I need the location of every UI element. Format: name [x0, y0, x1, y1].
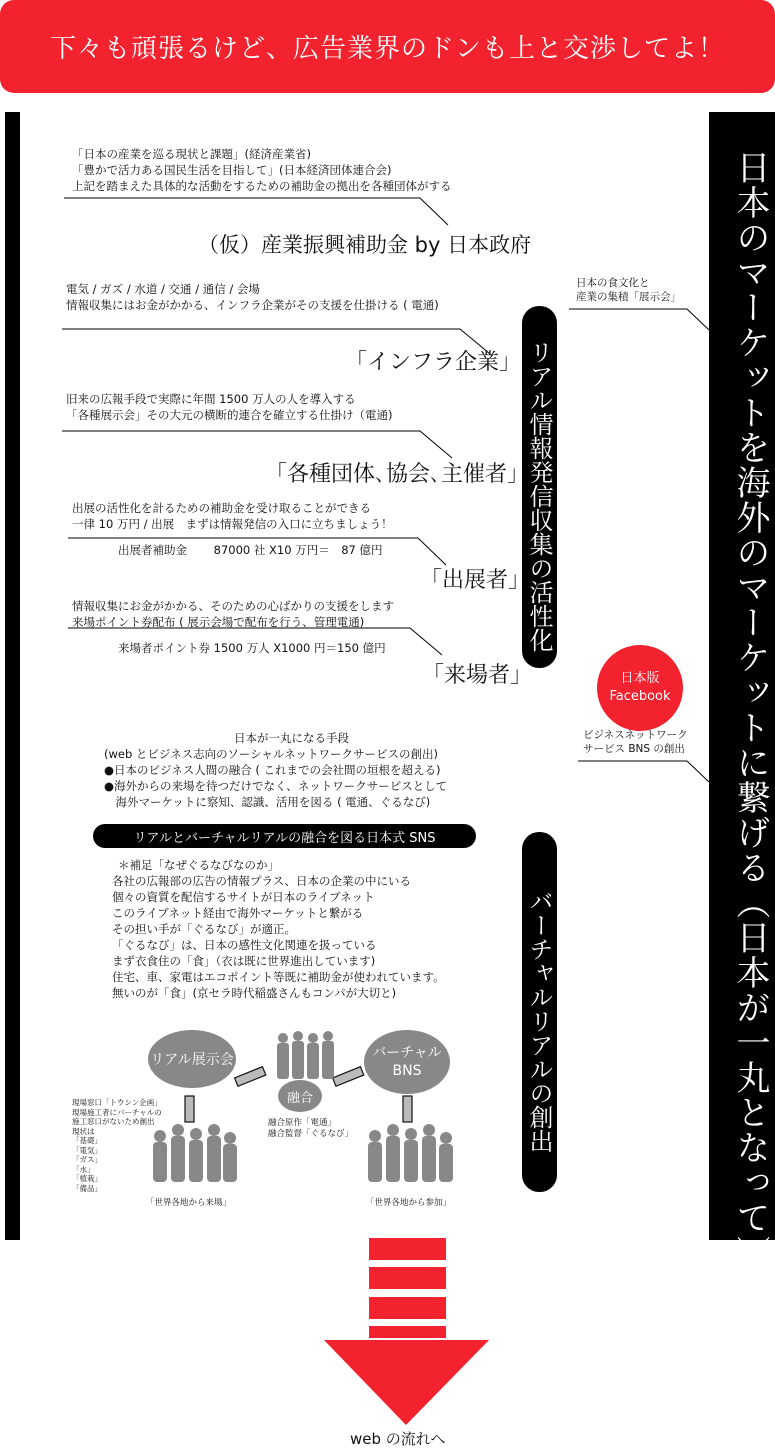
virtual-reality-pill-label: バーチャルリアルの創出 [525, 889, 553, 1153]
sns-fusion-bar: リアルとバーチャルリアルの融合を図る日本式 SNS [93, 824, 476, 848]
visitor-calc: 来場者ポイント券 1500 万人 X1000 円＝150 億円 [118, 641, 386, 655]
visitor-heading: 「来場者」 [422, 663, 533, 688]
supplement-text-block: ＊補足「なぜぐるなびなのか」 各社の広報部の広告の情報プラス、日本の企業の中にいる 個々の資質を配信するサイトが日本のライブネット このライブネット経由で海外マーケットと繋がる その担い手が「ぐるなび」が適正。 「ぐるなび」は、日本の感性文化関連を扱っている まず衣食住の「食」（衣は既に世界進出しています) 住宅、車、家電はエコポイント等既に補助金が使われています。 無いのが「食」(京セラ時代稲盛さんもコンパが大切と) [112, 858, 445, 1000]
virtual-bns-ellipse: バーチャル BNS [364, 1030, 450, 1094]
web-flow-label: web の流れへ [350, 1430, 446, 1448]
main-vertical-heading: 日本のマーケットを海外のマーケットに繋げる（日本が一丸となって） [730, 150, 770, 1270]
exhibitor-text-block: 出展の活性化を計るための補助金を受け取ることができる 一律 10 万円 / 出展 まずは情報発信の入口に立ちましょう！ [72, 501, 393, 531]
exhibitor-calc: 出展者補助金 87000 社 X10 万円＝ 87 億円 [118, 543, 383, 557]
exhibitor-heading: 「出展者」 [420, 568, 531, 593]
gov-heading: （仮）産業振興補助金 by 日本政府 [198, 233, 532, 257]
gov-text-block: 「日本の産業を巡る現状と課題」(経済産業省) 「豊かで活力ある国民生活を目指して」(日本経済団体連合会) 上記を踏まえた具体的な活動をするための補助金の拠出を各種団体がする [72, 147, 452, 193]
people-icon-right [368, 1124, 453, 1182]
visitor-text-block: 情報収集にお金がかかる、そのための心ばかりの支援をします 来場ポイント券配布 ( 展示会場で配布を行う、管理電通) [72, 599, 394, 629]
groups-text-block: 旧来の広報手段で実際に年間 1500 万人の人を導入する 「各種展示会」その大元の横断的連合を確立する仕掛け（電通) [66, 392, 393, 422]
infra-heading: 「インフラ企業」 [345, 350, 522, 375]
world-visit-label: 「世界各地から来場」 [146, 1198, 232, 1208]
people-icon-left [153, 1124, 237, 1182]
infra-text-block: 電気 / ガズ / 水道 / 交通 / 通信 / 会場 情報収集にはお金がかかる、インフラ企業がその支援を仕掛ける ( 電通) [66, 282, 439, 312]
real-expo-ellipse: リアル展示会 [148, 1030, 236, 1088]
world-join-label: 「世界各地から参加」 [366, 1198, 452, 1208]
down-arrow-icon [324, 1238, 489, 1425]
fusion-ellipse: 融合 [278, 1080, 322, 1112]
site-notes: 現場窓口「トウシン企画」 現場施工者にバーチャルの 施工窓口がないため創出 現状は 「基礎」 「電気」 「ガス」 「水」 「植栽」 「備品」 [72, 1098, 162, 1193]
facebook-badge: 日本版 Facebook [597, 645, 683, 731]
banner-title: 下々も頑張るけど、広告業界のドンも上と交渉してよ！ [49, 34, 725, 64]
unity-text-block: 日本が一丸になる手段 (web とビジネス志向のソーシャルネットワークサービスの創出) ●日本のビジネス人間の融合 ( これまでの会社間の垣根を超える) ●海外からの来場を待つだけでなく、ネットワークサービスとして 海外マーケットに察知、認識、活用を図る ( 電通、ぐるなび) [104, 731, 448, 809]
fusion-notes: 融合原作「電通」 融合監督「ぐるなび」 [268, 1118, 354, 1139]
people-icon-center [277, 1031, 334, 1079]
food-culture-note: 日本の食文化と 産業の集積「展示会」 [576, 277, 681, 303]
groups-heading: 「各種団体､協会､主催者」 [265, 462, 530, 487]
real-info-pill-label: リアル情報発信収集の活性化 [525, 340, 553, 652]
bns-note: ビジネスネットワーク サービス BNS の創出 [583, 729, 688, 755]
